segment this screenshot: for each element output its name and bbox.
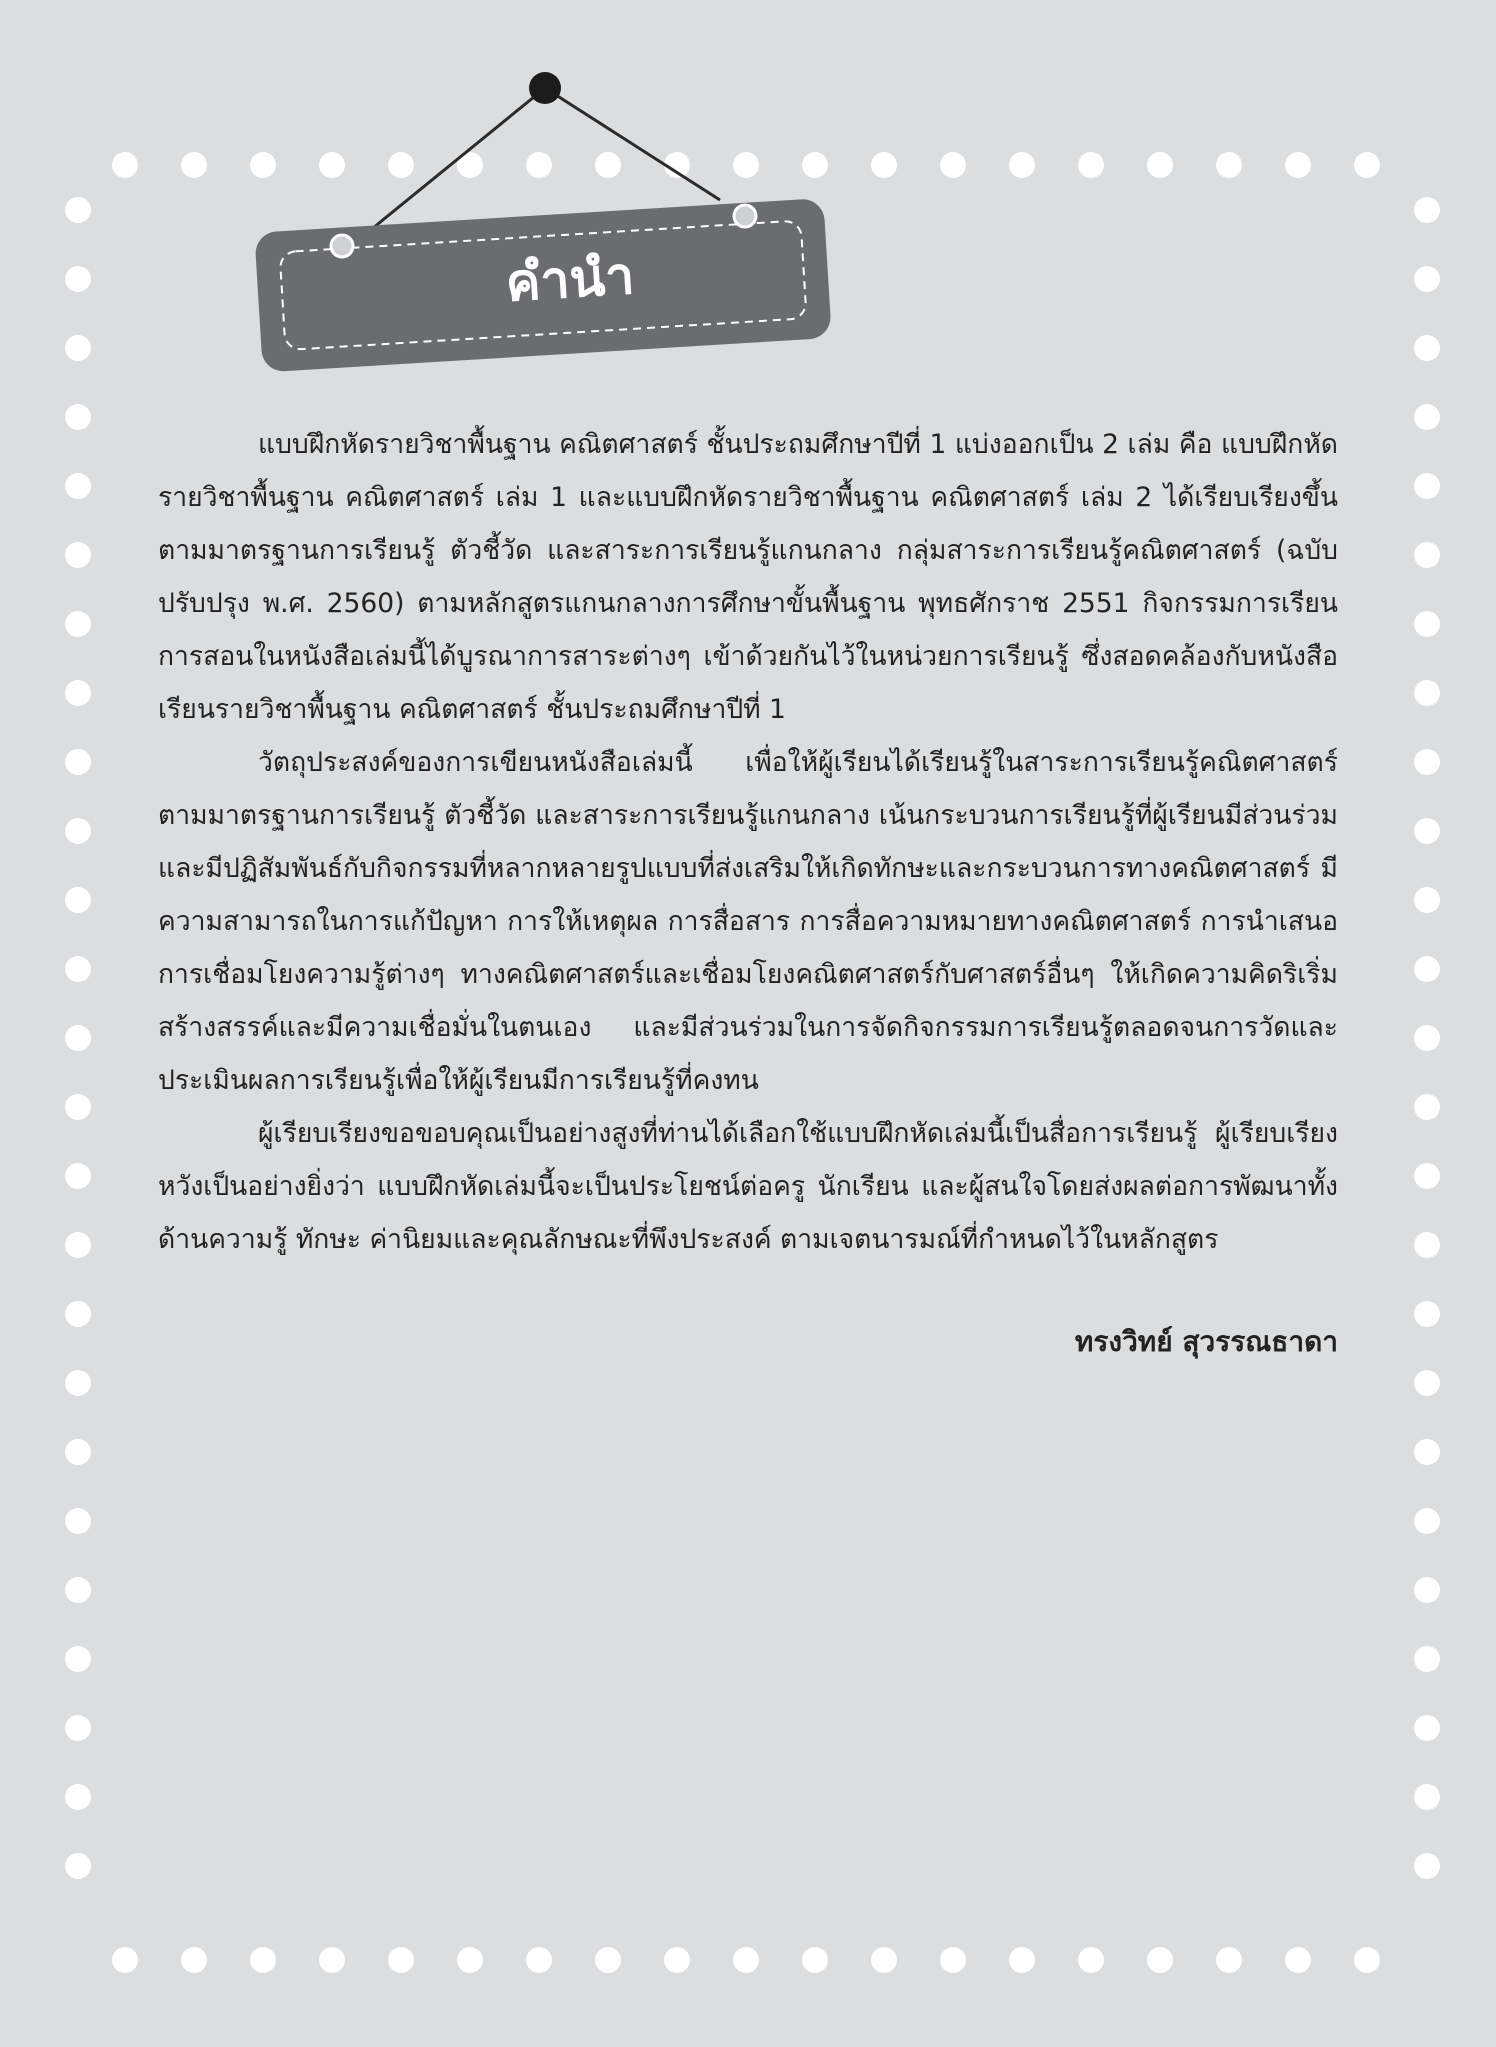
- author-signature: ทรงวิทย์ สุวรรณธาดา: [1074, 1325, 1338, 1358]
- sign-hole-left: [331, 235, 353, 257]
- border-dot: [250, 1947, 276, 1973]
- border-dot: [1414, 1577, 1440, 1603]
- border-dot: [1414, 1784, 1440, 1810]
- border-dot: [65, 1232, 91, 1258]
- foreword-body: [158, 418, 1338, 1266]
- border-dot: [65, 1577, 91, 1603]
- border-dot: [65, 1370, 91, 1396]
- border-dot: [65, 1439, 91, 1465]
- border-dot: [65, 473, 91, 499]
- border-dot: [1414, 1370, 1440, 1396]
- border-dot: [526, 1947, 552, 1973]
- nail-icon: [529, 72, 561, 104]
- border-dot: [65, 1646, 91, 1672]
- border-dot: [112, 1947, 138, 1973]
- border-dot: [65, 1094, 91, 1120]
- border-dot: [65, 1784, 91, 1810]
- border-dot: [1414, 1025, 1440, 1051]
- paragraph-1: แบบฝึกหัดรายวิชาพื้นฐาน คณิตศาสตร์ ชั้นประถมศึกษาปีที่ 1 แบ่งออกเป็น 2 เล่ม คือ แบบฝึกหัดรายวิชาพื้นฐาน คณิตศาสตร์ เล่ม 1 และแบบฝึกหัดรายวิชาพื้นฐาน คณิตศาสตร์ เล่ม 2 ได้เรียบเรียงขึ้นตามมาตรฐานการเรียนรู้ ตัวชี้วัด และสาระการเรียนรู้แกนกลาง กลุ่มสาระการเรียนรู้คณิตศาสตร์ (ฉบับปรับปรุง พ.ศ. 2560) ตามหลักสูตรแกนกลางการศึกษาขั้นพื้นฐาน พุทธศักราช 2551 กิจกรรมการเรียนการสอนในหนังสือเล่มนี้ได้บูรณาการสาระต่างๆ เข้าด้วยกันไว้ในหน่วยการเรียนรู้ ซึ่งสอดคล้องกับหนังสือเรียนรายวิชาพื้นฐาน คณิตศาสตร์ ชั้นประถมศึกษาปีที่ 1: [158, 429, 1338, 725]
- border-dot: [65, 1025, 91, 1051]
- border-dot: [1414, 473, 1440, 499]
- border-dot: [65, 1853, 91, 1879]
- border-dot: [65, 680, 91, 706]
- border-dot: [388, 1947, 414, 1973]
- hanging-sign: [0, 0, 1496, 420]
- border-dot: [65, 542, 91, 568]
- page-title: คำนำ: [503, 246, 637, 314]
- border-dot: [65, 749, 91, 775]
- border-dot: [1414, 1508, 1440, 1534]
- border-dot: [1414, 1853, 1440, 1879]
- border-dot: [1414, 1094, 1440, 1120]
- border-dot: [457, 1947, 483, 1973]
- border-dot: [1414, 611, 1440, 637]
- border-dot: [1414, 1715, 1440, 1741]
- border-dot: [65, 818, 91, 844]
- border-dot: [1414, 1301, 1440, 1327]
- sign-string-left: [373, 88, 545, 228]
- border-dot: [319, 1947, 345, 1973]
- border-dot: [595, 1947, 621, 1973]
- border-dot: [65, 611, 91, 637]
- border-dot: [181, 1947, 207, 1973]
- border-dot: [1147, 1947, 1173, 1973]
- border-dot: [1414, 1163, 1440, 1189]
- border-dot: [1216, 1947, 1242, 1973]
- border-dot: [65, 1508, 91, 1534]
- border-dot: [664, 1947, 690, 1973]
- border-dot: [65, 956, 91, 982]
- border-dot: [733, 1947, 759, 1973]
- sign-hole-right: [734, 205, 756, 227]
- border-dot: [65, 887, 91, 913]
- border-dot: [65, 1715, 91, 1741]
- border-dot: [940, 1947, 966, 1973]
- border-dot: [1078, 1947, 1104, 1973]
- border-dot: [1009, 1947, 1035, 1973]
- border-dot: [1414, 542, 1440, 568]
- paragraph-3: ผู้เรียบเรียงขอขอบคุณเป็นอย่างสูงที่ท่านได้เลือกใช้แบบฝึกหัดเล่มนี้เป็นสื่อการเรียนรู้ ผู้เรียบเรียงหวังเป็นอย่างยิ่งว่า แบบฝึกหัดเล่มนี้จะเป็นประโยชน์ต่อครู นักเรียน และผู้สนใจโดยส่งผลต่อการพัฒนาทั้งด้านความรู้ ทักษะ ค่านิยมและคุณลักษณะที่พึงประสงค์ ตามเจตนารมณ์ที่กำหนดไว้ในหลักสูตร: [158, 1118, 1338, 1255]
- border-dot: [1414, 1232, 1440, 1258]
- border-dot: [1414, 749, 1440, 775]
- border-dot: [65, 1163, 91, 1189]
- border-dot: [871, 1947, 897, 1973]
- border-dot: [1414, 818, 1440, 844]
- border-dot: [1414, 680, 1440, 706]
- border-dot: [1414, 1646, 1440, 1672]
- border-dot: [65, 1301, 91, 1327]
- border-dot: [1354, 1947, 1380, 1973]
- border-dot: [802, 1947, 828, 1973]
- border-dot: [1414, 1439, 1440, 1465]
- paragraph-2: วัตถุประสงค์ของการเขียนหนังสือเล่มนี้ เพื่อให้ผู้เรียนได้เรียนรู้ในสาระการเรียนรู้คณิตศาสตร์ตามมาตรฐานการเรียนรู้ ตัวชี้วัด และสาระการเรียนรู้แกนกลาง เน้นกระบวนการเรียนรู้ที่ผู้เรียนมีส่วนร่วมและมีปฏิสัมพันธ์กับกิจกรรมที่หลากหลายรูปแบบที่ส่งเสริมให้เกิดทักษะและกระบวนการทางคณิตศาสตร์ มีความสามารถในการแก้ปัญหา การให้เหตุผล การสื่อสาร การสื่อความหมายทางคณิตศาสตร์ การนำเสนอ การเชื่อมโยงความรู้ต่างๆ ทางคณิตศาสตร์และเชื่อมโยงคณิตศาสตร์กับศาสตร์อื่นๆ ให้เกิดความคิดริเริ่มสร้างสรรค์และมีความเชื่อมั่นในตนเอง และมีส่วนร่วมในการจัดกิจกรรมการเรียนรู้ตลอดจนการวัดและประเมินผลการเรียนรู้เพื่อให้ผู้เรียนมีการเรียนรู้ที่คงทน: [158, 747, 1338, 1096]
- border-dot: [1285, 1947, 1311, 1973]
- border-dot: [1414, 887, 1440, 913]
- sign-string-right: [545, 88, 720, 200]
- border-dot: [1414, 956, 1440, 982]
